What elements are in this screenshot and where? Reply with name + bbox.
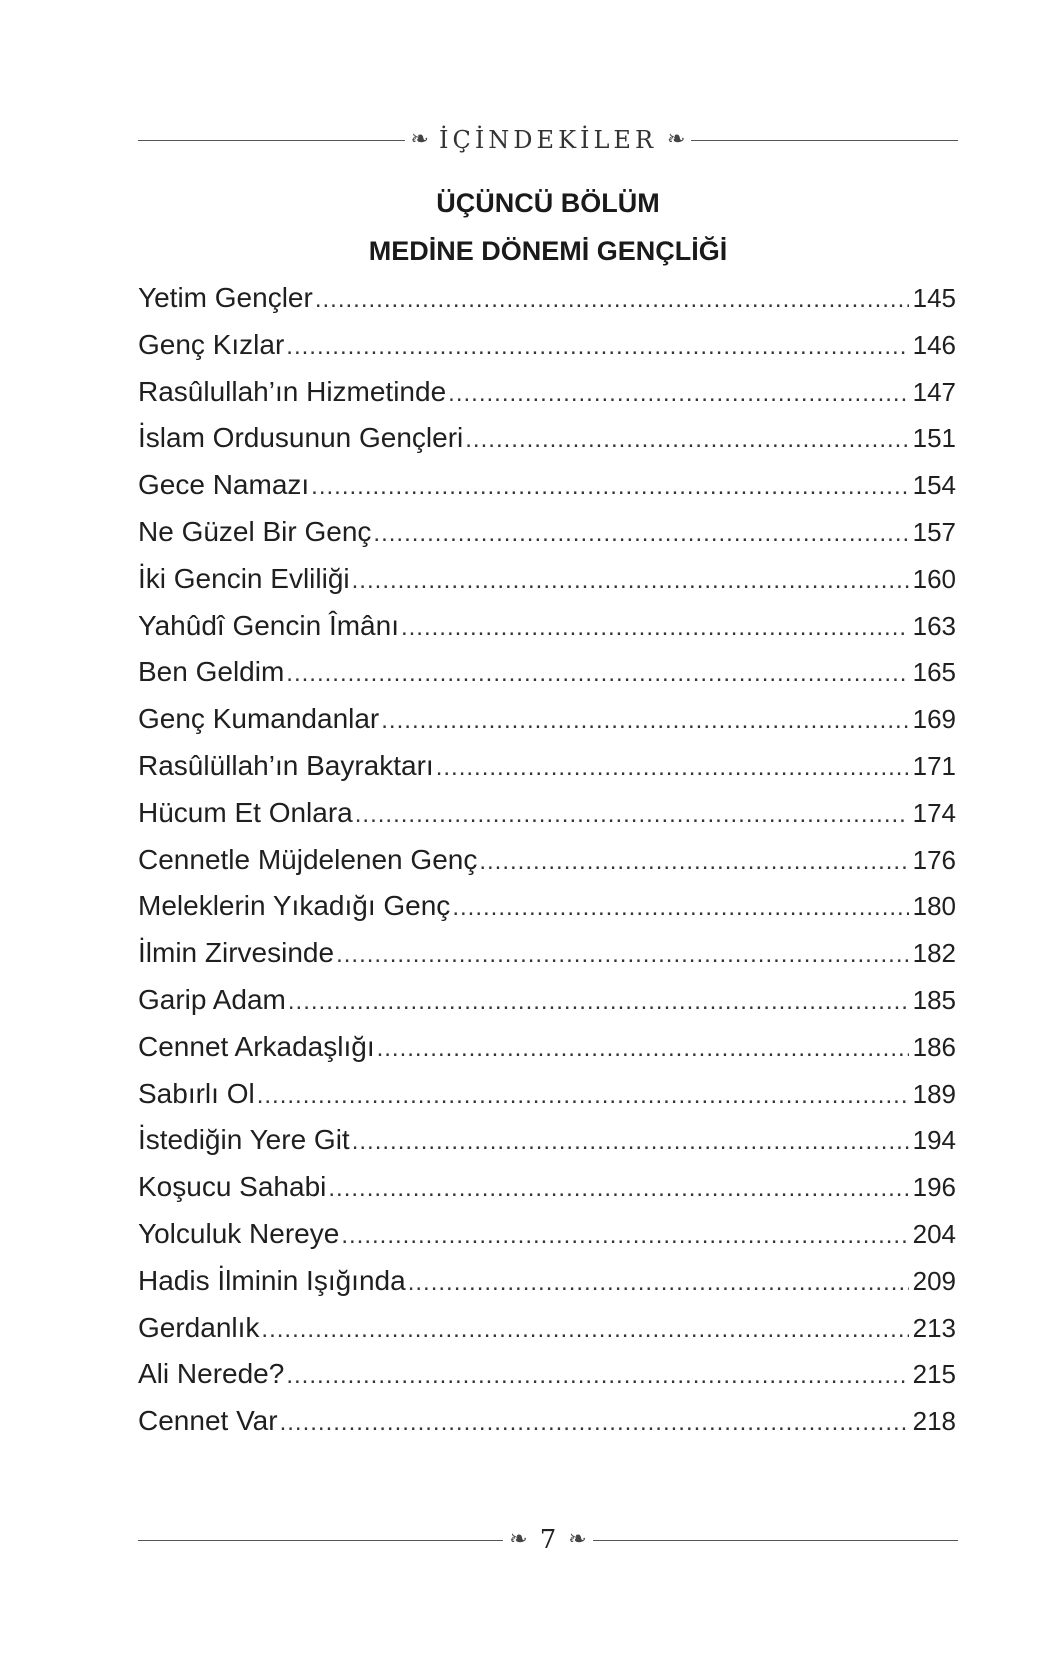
dot-leader — [352, 1128, 909, 1156]
footer-ornament-right-icon: ❧ — [568, 1527, 587, 1552]
dot-leader — [280, 1409, 909, 1437]
toc-entry — [138, 329, 956, 376]
dot-leader — [377, 1035, 909, 1063]
dot-leader — [286, 1362, 908, 1390]
dot-leader — [373, 520, 908, 548]
toc-entry-page: 189 — [912, 1078, 956, 1109]
footer-rule-left — [138, 1540, 503, 1541]
toc-entry-page: 169 — [912, 704, 956, 735]
dot-leader — [465, 426, 908, 454]
toc-entry-page: 146 — [912, 329, 956, 360]
toc-entry — [138, 610, 956, 657]
toc-entry-page: 185 — [912, 984, 956, 1015]
toc-entry-title: İlmin Zirvesinde — [138, 937, 335, 969]
toc-entry — [138, 703, 956, 750]
toc-entry-page: 145 — [912, 283, 956, 313]
toc-entry-page: 215 — [912, 1359, 956, 1390]
toc-entry — [138, 376, 956, 423]
footer-rule-right — [593, 1540, 958, 1541]
toc-entry — [138, 937, 956, 984]
toc-entry-title: Gece Namazı — [138, 469, 310, 501]
toc-entry-title: İki Gencin Evliliği — [138, 562, 350, 594]
toc-entry-page: 176 — [912, 844, 956, 875]
toc-entry-title: Sabırlı Ol — [138, 1077, 255, 1109]
toc-entry-page: 180 — [912, 891, 956, 922]
toc-entry-title: Yolculuk Nereye — [138, 1217, 340, 1249]
toc-entry — [138, 797, 956, 844]
toc-entry-page: 147 — [912, 376, 956, 407]
dot-leader — [448, 380, 908, 408]
dot-leader — [341, 1222, 908, 1250]
toc-entry-page: 186 — [912, 1031, 956, 1062]
dot-leader — [352, 567, 909, 595]
toc-entry-title: Ne Güzel Bir Genç — [138, 515, 372, 547]
toc-entry-page: 151 — [912, 423, 956, 454]
toc-entry-title: Yetim Gençler — [138, 282, 313, 313]
toc-entry-page: 163 — [912, 610, 956, 641]
dot-leader — [452, 894, 908, 922]
page-number: 7 — [539, 1525, 557, 1555]
toc-entry — [138, 469, 956, 516]
header-ornament-left-icon: ❧ — [410, 127, 429, 152]
toc-entry-title: İslam Ordusunun Gençleri — [138, 422, 464, 454]
toc-entry-title: Rasûlullah’ın Hizmetinde — [138, 375, 447, 407]
toc-entry-page: 174 — [912, 797, 956, 828]
toc-entry — [138, 1265, 956, 1312]
toc-entry-title: Hücum Et Onlara — [138, 796, 353, 828]
toc-entry-title: Rasûlüllah’ın Bayraktarı — [138, 749, 434, 781]
toc-entry — [138, 1124, 956, 1171]
dot-leader — [336, 941, 909, 969]
dot-leader — [328, 1175, 908, 1203]
dot-leader — [257, 1082, 909, 1110]
toc-entry-title: Meleklerin Yıkadığı Genç — [138, 890, 451, 922]
toc-entry — [138, 1312, 956, 1359]
toc-entry-title: Koşucu Sahabi — [138, 1171, 327, 1203]
toc-entry — [138, 750, 956, 797]
table-of-contents — [138, 282, 956, 1452]
toc-entry-page: 196 — [912, 1172, 956, 1203]
toc-entry-page: 182 — [912, 938, 956, 969]
toc-entry — [138, 1405, 956, 1452]
toc-entry — [138, 563, 956, 610]
page-footer — [138, 1520, 958, 1560]
section-part-heading: ÜÇÜNCÜ BÖLÜM — [436, 188, 660, 218]
dot-leader — [286, 660, 908, 688]
dot-leader — [261, 1316, 908, 1344]
header-title: İÇİNDEKİLER — [438, 126, 658, 154]
toc-entry-title: Hadis İlminin Işığında — [138, 1264, 406, 1296]
toc-entry-page: 218 — [912, 1406, 956, 1437]
toc-entry — [138, 1031, 956, 1078]
dot-leader — [311, 473, 908, 501]
page-header — [138, 120, 958, 160]
section-title-heading: MEDİNE DÖNEMİ GENÇLİĞİ — [368, 236, 728, 266]
toc-entry — [138, 1078, 956, 1125]
toc-entry-title: Genç Kızlar — [138, 328, 285, 360]
dot-leader — [408, 1269, 909, 1297]
dot-leader — [436, 754, 909, 782]
toc-entry-page: 171 — [912, 750, 956, 781]
header-rule-right — [691, 140, 958, 141]
toc-entry-title: Gerdanlık — [138, 1311, 260, 1343]
toc-entry — [138, 1171, 956, 1218]
toc-entry-title: Genç Kumandanlar — [138, 703, 380, 735]
header-ornament-right-icon: ❧ — [667, 127, 686, 152]
dot-leader — [401, 614, 909, 642]
dot-leader — [288, 988, 909, 1016]
toc-entry-title: Cennet Arkadaşlığı — [138, 1030, 375, 1062]
toc-entry-title: İstediğin Yere Git — [138, 1124, 350, 1156]
dot-leader — [479, 848, 908, 876]
toc-entry-page: 204 — [912, 1218, 956, 1249]
dot-leader — [286, 333, 908, 361]
toc-entry — [138, 1218, 956, 1265]
toc-entry-page: 194 — [912, 1125, 956, 1156]
dot-leader — [355, 801, 909, 829]
toc-entry-page: 209 — [912, 1265, 956, 1296]
dot-leader — [381, 707, 908, 735]
toc-entry-page: 154 — [912, 470, 956, 501]
footer-ornament-left-icon: ❧ — [509, 1527, 528, 1552]
toc-entry-page: 157 — [912, 516, 956, 547]
toc-entry — [138, 422, 956, 469]
toc-entry-title: Yahûdî Gencin Îmânı — [138, 609, 399, 641]
toc-entry — [138, 890, 956, 937]
toc-entry — [138, 516, 956, 563]
toc-entry-title: Ben Geldim — [138, 656, 285, 688]
toc-entry-page: 160 — [912, 563, 956, 594]
toc-entry — [138, 656, 956, 703]
toc-entry-title: Garip Adam — [138, 983, 286, 1015]
toc-entry — [138, 844, 956, 891]
toc-entry-page: 213 — [912, 1312, 956, 1343]
toc-entry — [138, 984, 956, 1031]
header-rule-left — [138, 140, 405, 141]
toc-entry-title: Cennet Var — [138, 1405, 278, 1437]
toc-entry — [138, 282, 956, 329]
toc-entry — [138, 1358, 956, 1405]
toc-entry-title: Cennetle Müjdelenen Genç — [138, 843, 478, 875]
toc-entry-title: Ali Nerede? — [138, 1358, 285, 1390]
dot-leader — [315, 286, 909, 314]
toc-entry-page: 165 — [912, 657, 956, 688]
